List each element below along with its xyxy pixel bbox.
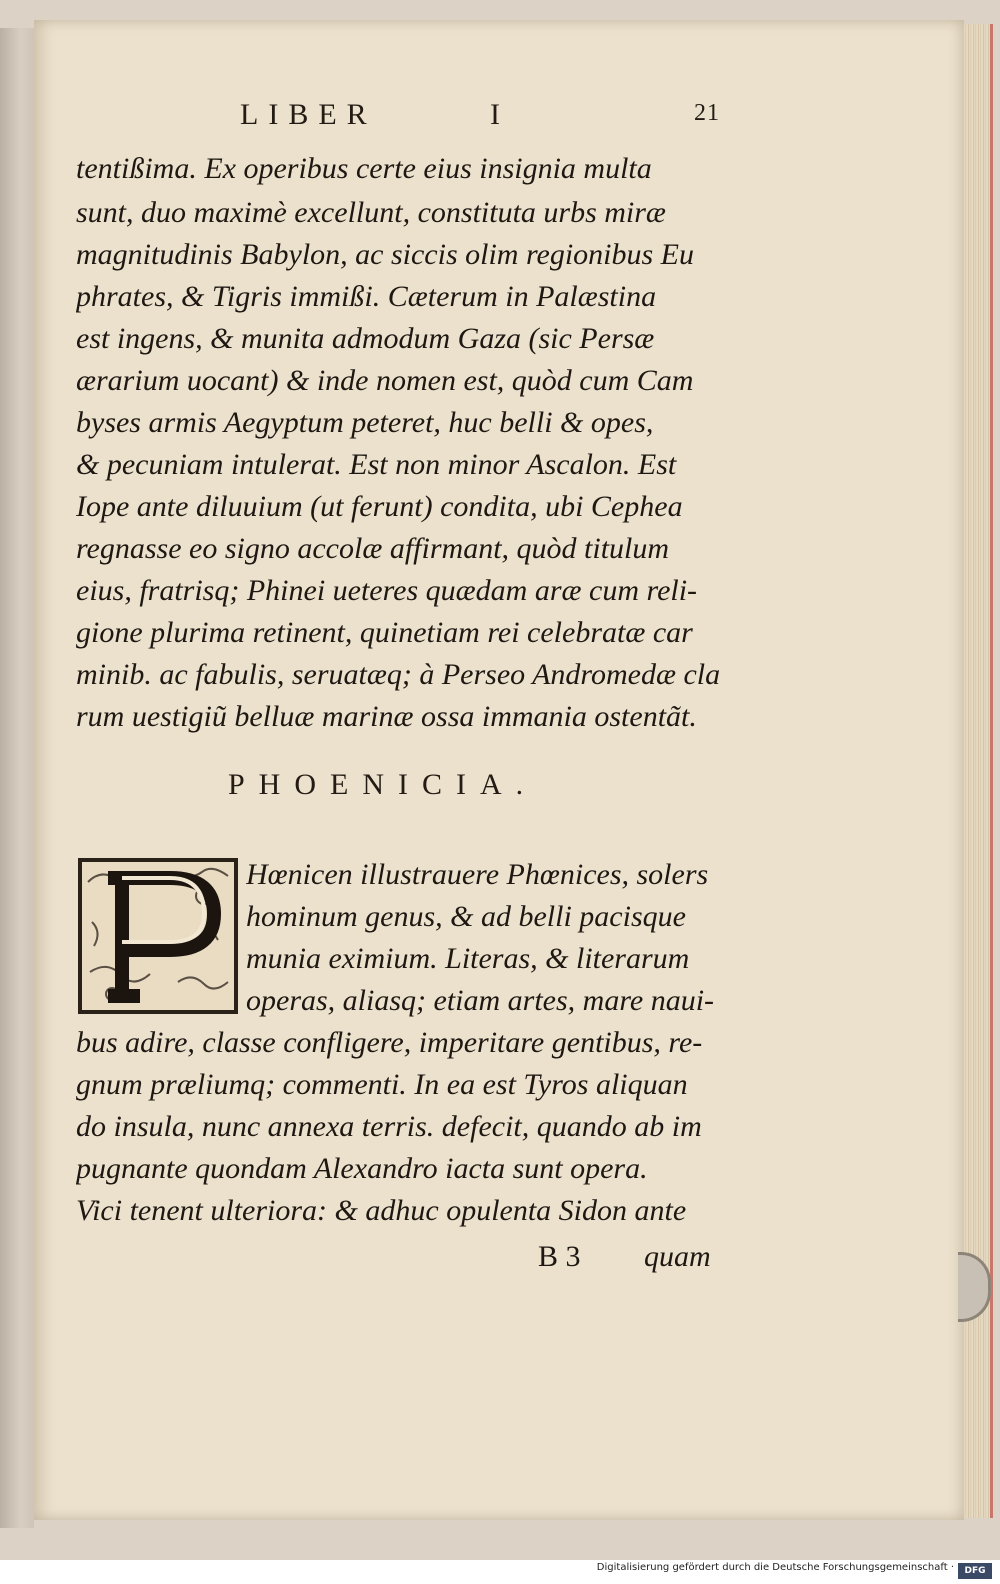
text-line: sunt, duo maximè excellunt, constituta urbs miræ <box>76 196 666 229</box>
signature-mark: B 3 <box>538 1240 581 1273</box>
catchword: quam <box>644 1240 711 1273</box>
text-line: magnitudinis Babylon, ac siccis olim regionibus Eu <box>76 238 695 271</box>
dfg-logo-icon: DFG <box>958 1563 992 1579</box>
text-line: rum uestigiũ belluæ marinæ ossa immania ostentãt. <box>76 700 697 733</box>
decorated-initial-p-icon <box>78 858 238 1014</box>
text-line: Vici tenent ulteriora: & adhuc opulenta Sidon ante <box>76 1194 687 1227</box>
text-line: operas, aliasq; etiam artes, mare naui- <box>246 984 715 1017</box>
text-line: eius, fratrisq; Phinei ueteres quædam aræ cum reli- <box>76 574 698 607</box>
text-line: munia eximium. Literas, & literarum <box>246 942 690 975</box>
text-line: tentißima. Ex operibus certe eius insignia multa <box>76 152 652 185</box>
page-number: 21 <box>694 100 720 126</box>
text-line: regnasse eo signo accolæ affirmant, quòd titulum <box>76 532 670 565</box>
running-head-book: I <box>490 98 510 131</box>
funding-credit: Digitalisierung gefördert durch die Deutsche Forschungsgemeinschaft · <box>596 1562 954 1573</box>
text-line: est ingens, & munita admodum Gaza (sic Persæ <box>76 322 655 355</box>
running-head-title: LIBER <box>240 98 377 131</box>
text-line: gione plurima retinent, quinetiam rei celebratæ car <box>76 616 693 649</box>
text-line: Hœnicen illustrauere Phœnices, solers <box>246 858 709 891</box>
text-line: minib. ac fabulis, seruatæq; à Perseo Andromedæ cla <box>76 658 721 691</box>
section-heading: PHOENICIA. <box>228 768 538 801</box>
running-head <box>240 98 720 134</box>
text-line: bus adire, classe confligere, imperitare gentibus, re- <box>76 1026 703 1059</box>
text-line: phrates, & Tigris immißi. Cæterum in Palæstina <box>76 280 657 313</box>
text-line: & pecuniam intulerat. Est non minor Ascalon. Est <box>76 448 677 481</box>
left-page-edge <box>0 28 34 1528</box>
text-line: pugnante quondam Alexandro iacta sunt opera. <box>76 1152 648 1185</box>
text-line: hominum genus, & ad belli pacisque <box>246 900 686 933</box>
text-line: do insula, nunc annexa terris. defecit, quando ab im <box>76 1110 702 1143</box>
text-line: Iope ante diluuium (ut ferunt) condita, ubi Cephea <box>76 490 683 523</box>
text-line: gnum præliumq; commenti. In ea est Tyros aliquan <box>76 1068 688 1101</box>
text-line: byses armis Aegyptum peteret, huc belli & opes, <box>76 406 654 439</box>
text-line: ærarium uocant) & inde nomen est, quòd cum Cam <box>76 364 694 397</box>
